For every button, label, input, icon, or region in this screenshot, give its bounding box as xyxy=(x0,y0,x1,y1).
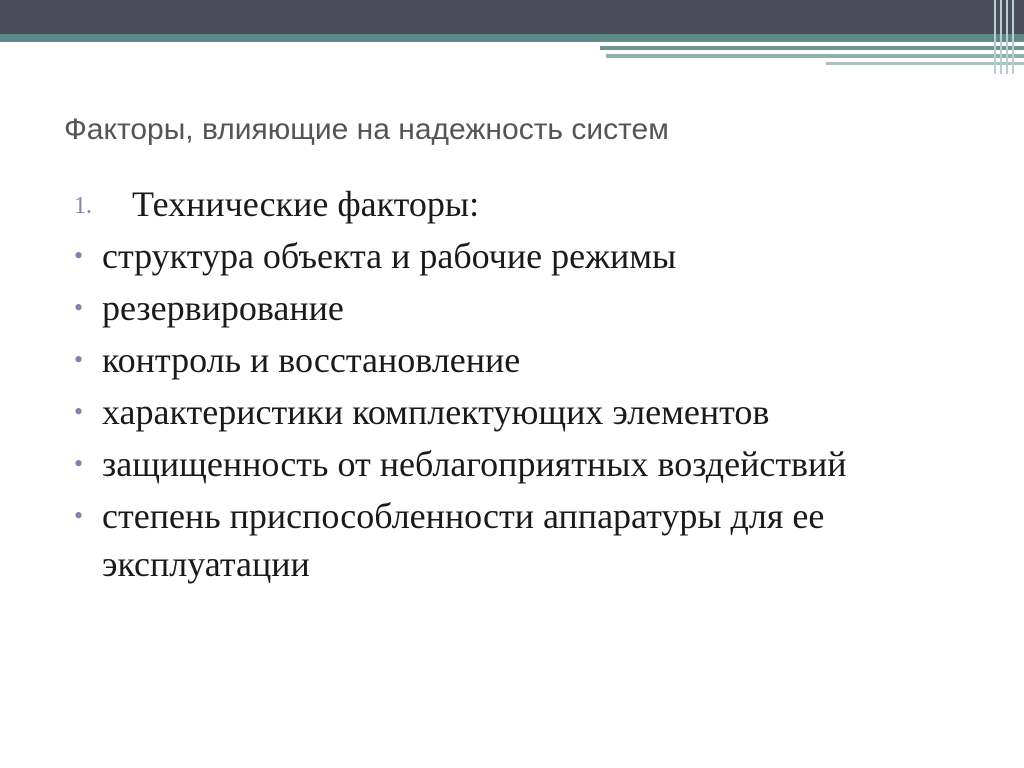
bullet-icon: • xyxy=(74,345,84,374)
item-text: характеристики комплектующих элементов xyxy=(102,392,770,432)
slide-title: Факторы, влияющие на надежность систем xyxy=(64,113,669,146)
bullet-item xyxy=(74,284,954,332)
header-band xyxy=(0,0,1024,34)
item-text: контроль и восстановление xyxy=(102,340,521,380)
item-text: Технические факторы: xyxy=(132,184,480,224)
item-text: степень приспособленности аппаратуры для ее эксплуатации xyxy=(102,496,825,584)
bullet-icon: • xyxy=(74,293,84,322)
bullet-icon: • xyxy=(74,241,84,270)
decorative-line xyxy=(606,54,1024,58)
decorative-line xyxy=(600,46,1024,50)
bullet-icon: • xyxy=(74,397,84,426)
bullet-icon: • xyxy=(74,501,84,530)
item-text: резервирование xyxy=(102,288,344,328)
bullet-item xyxy=(74,336,954,384)
bullet-item xyxy=(74,492,954,588)
bullet-icon: • xyxy=(74,449,84,478)
item-text: защищенность от неблагоприятных воздействий xyxy=(102,444,847,484)
decorative-vertical-line xyxy=(994,0,996,74)
header-accent-stripe xyxy=(0,34,1024,42)
bullet-item xyxy=(74,232,954,280)
number-marker: 1. xyxy=(74,193,92,219)
decorative-vertical-line xyxy=(1000,0,1002,74)
slide-body xyxy=(74,180,954,592)
numbered-item xyxy=(74,180,954,228)
bullet-item xyxy=(74,440,954,488)
decorative-vertical-line xyxy=(1012,0,1014,74)
bullet-item xyxy=(74,388,954,436)
item-text: структура объекта и рабочие режимы xyxy=(102,236,677,276)
decorative-vertical-line xyxy=(1006,0,1008,74)
